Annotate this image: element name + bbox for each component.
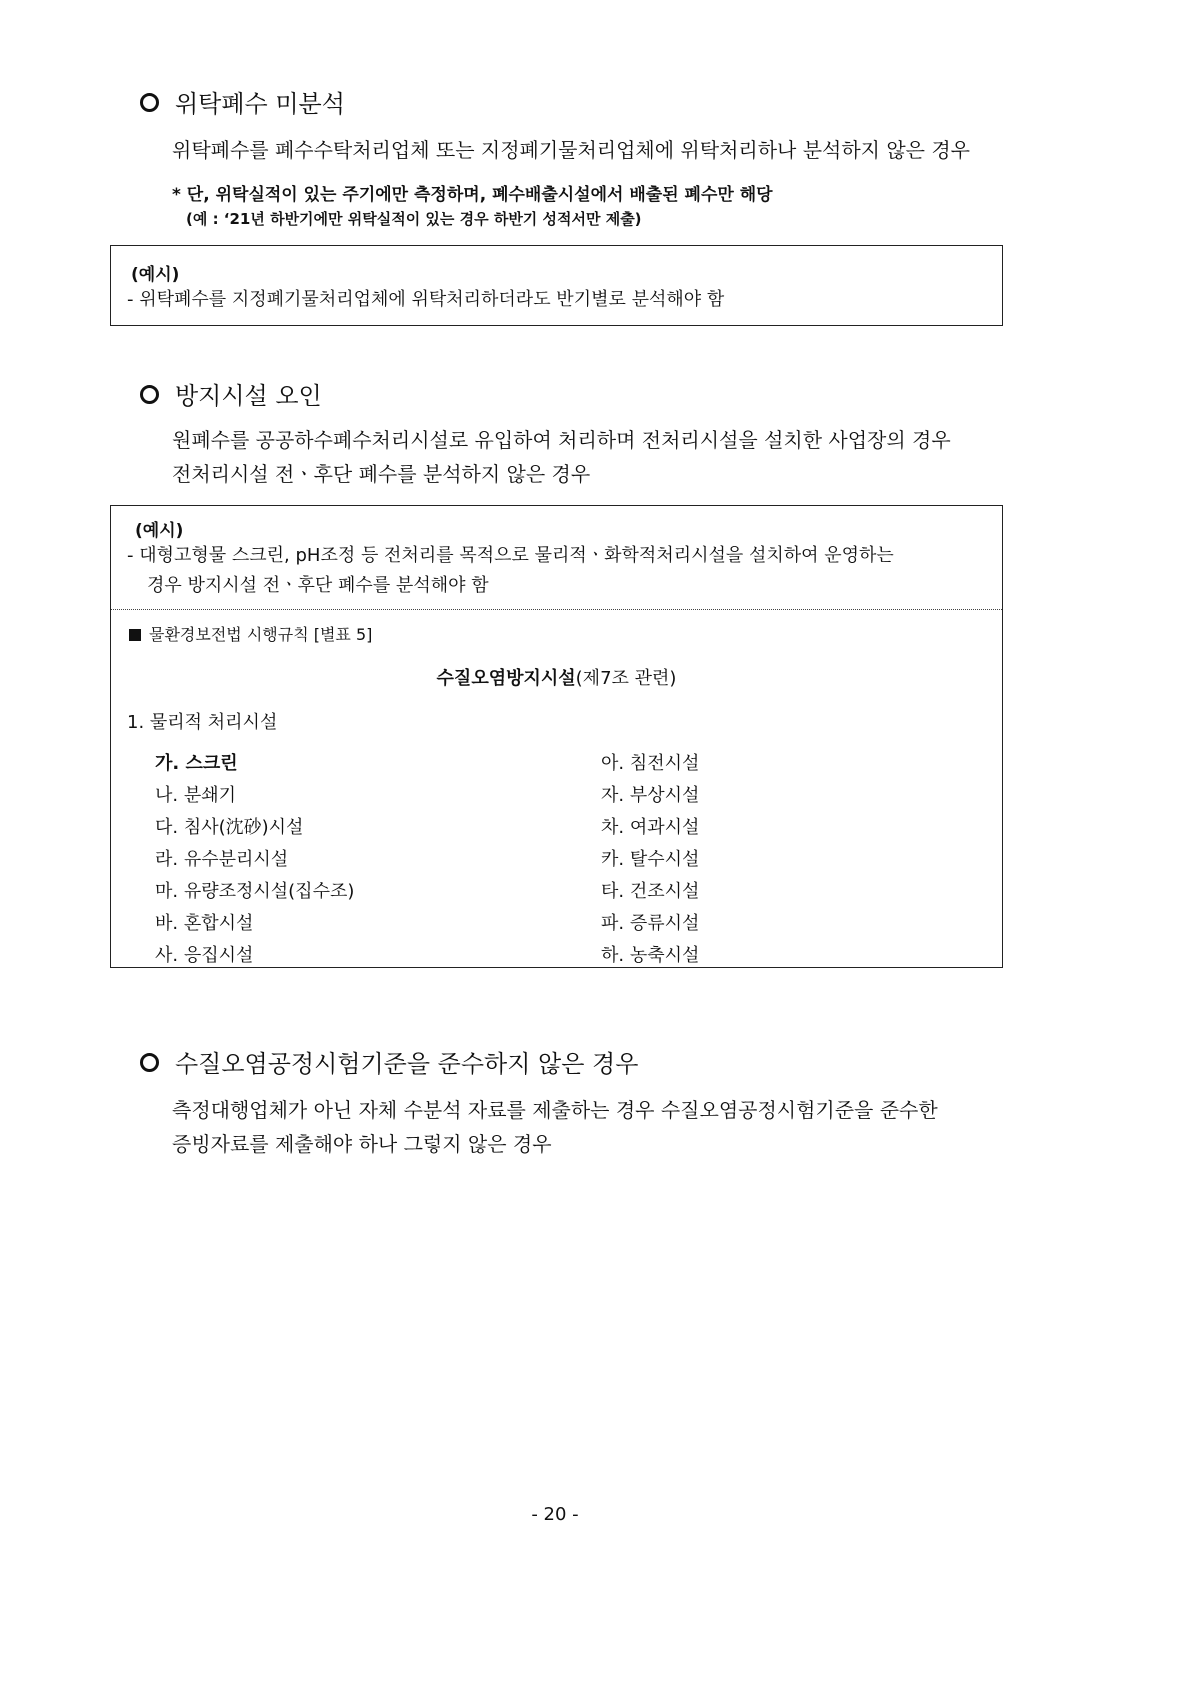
list-item: 다. 침사(沈砂)시설 xyxy=(155,817,304,838)
example-label: (예시) xyxy=(131,265,180,285)
regulation-heading xyxy=(111,664,1002,690)
example-text-line-2: 경우 방지시설 전ㆍ후단 폐수를 분석해야 함 xyxy=(147,575,489,596)
list-item: 자. 부상시설 xyxy=(601,785,700,806)
regulation-title-text: 물환경보전법 시행규칙 [별표 5] xyxy=(149,625,373,644)
section-3-text-line-2: 증빙자료를 제출해야 하나 그렇지 않은 경우 xyxy=(172,1132,552,1156)
page-number: - 20 - xyxy=(531,1504,579,1525)
list-item: 가. 스크린 xyxy=(155,753,238,774)
list-item: 카. 탈수시설 xyxy=(601,849,700,870)
example-label: (예시) xyxy=(135,521,184,541)
section-2-text-line-1: 원폐수를 공공하수폐수처리시설로 유입하여 처리하며 전처리시설을 설치한 사업장의 경우 xyxy=(172,428,951,452)
regulation-heading-rest: (제7조 관련) xyxy=(575,668,677,689)
list-item: 라. 유수분리시설 xyxy=(155,849,289,870)
section-heading-2-text: 방지시설 오인 xyxy=(175,382,322,410)
section-1-note: * 단, 위탁실적이 있는 주기에만 측정하며, 폐수배출시설에서 배출된 폐수만 해당 xyxy=(172,185,773,205)
list-item: 나. 분쇄기 xyxy=(155,785,236,806)
section-2-text-line-2: 전처리시설 전ㆍ후단 폐수를 분석하지 않은 경우 xyxy=(172,462,591,486)
regulation-heading-bold: 수질오염방지시설 xyxy=(436,668,576,689)
example-box-2 xyxy=(110,505,1003,968)
list-item: 마. 유량조정시설(집수조) xyxy=(155,881,355,902)
list-item: 사. 응집시설 xyxy=(155,945,254,966)
list-item: 하. 농축시설 xyxy=(601,945,700,966)
circle-bullet-icon xyxy=(140,385,159,404)
regulation-section: 1. 물리적 처리시설 xyxy=(127,712,278,733)
section-heading-1 xyxy=(140,84,345,119)
circle-bullet-icon xyxy=(140,1053,159,1072)
section-heading-1-text: 위탁폐수 미분석 xyxy=(175,90,345,118)
section-3-text-line-1: 측정대행업체가 아닌 자체 수분석 자료를 제출하는 경우 수질오염공정시험기준을 준수한 xyxy=(172,1098,938,1122)
section-heading-3-text: 수질오염공정시험기준을 준수하지 않은 경우 xyxy=(175,1050,639,1078)
square-bullet-icon xyxy=(129,629,141,641)
list-item: 아. 침전시설 xyxy=(601,753,700,774)
section-heading-3 xyxy=(140,1044,638,1079)
example-text: - 위탁폐수를 지정폐기물처리업체에 위탁처리하더라도 반기별로 분석해야 함 xyxy=(127,289,725,310)
example-box-1 xyxy=(110,245,1003,326)
list-item: 파. 증류시설 xyxy=(601,913,700,934)
divider xyxy=(111,609,1002,610)
list-item: 차. 여과시설 xyxy=(601,817,700,838)
list-item: 타. 건조시설 xyxy=(601,881,700,902)
list-item: 바. 혼합시설 xyxy=(155,913,254,934)
facility-list-left xyxy=(155,748,354,972)
facility-list-right xyxy=(601,748,699,972)
example-text-line-1: - 대형고형물 스크린, pH조정 등 전처리를 목적으로 물리적ㆍ화학적처리시설을 설치하여 운영하는 xyxy=(127,545,894,566)
section-heading-2 xyxy=(140,376,322,411)
section-1-note-sub: (예 : ‘21년 하반기에만 위탁실적이 있는 경우 하반기 성적서만 제출) xyxy=(186,210,642,228)
section-1-text: 위탁폐수를 폐수수탁처리업체 또는 지정폐기물처리업체에 위탁처리하나 분석하지 않은 경우 xyxy=(172,138,970,162)
regulation-title xyxy=(129,622,372,645)
circle-bullet-icon xyxy=(140,93,159,112)
